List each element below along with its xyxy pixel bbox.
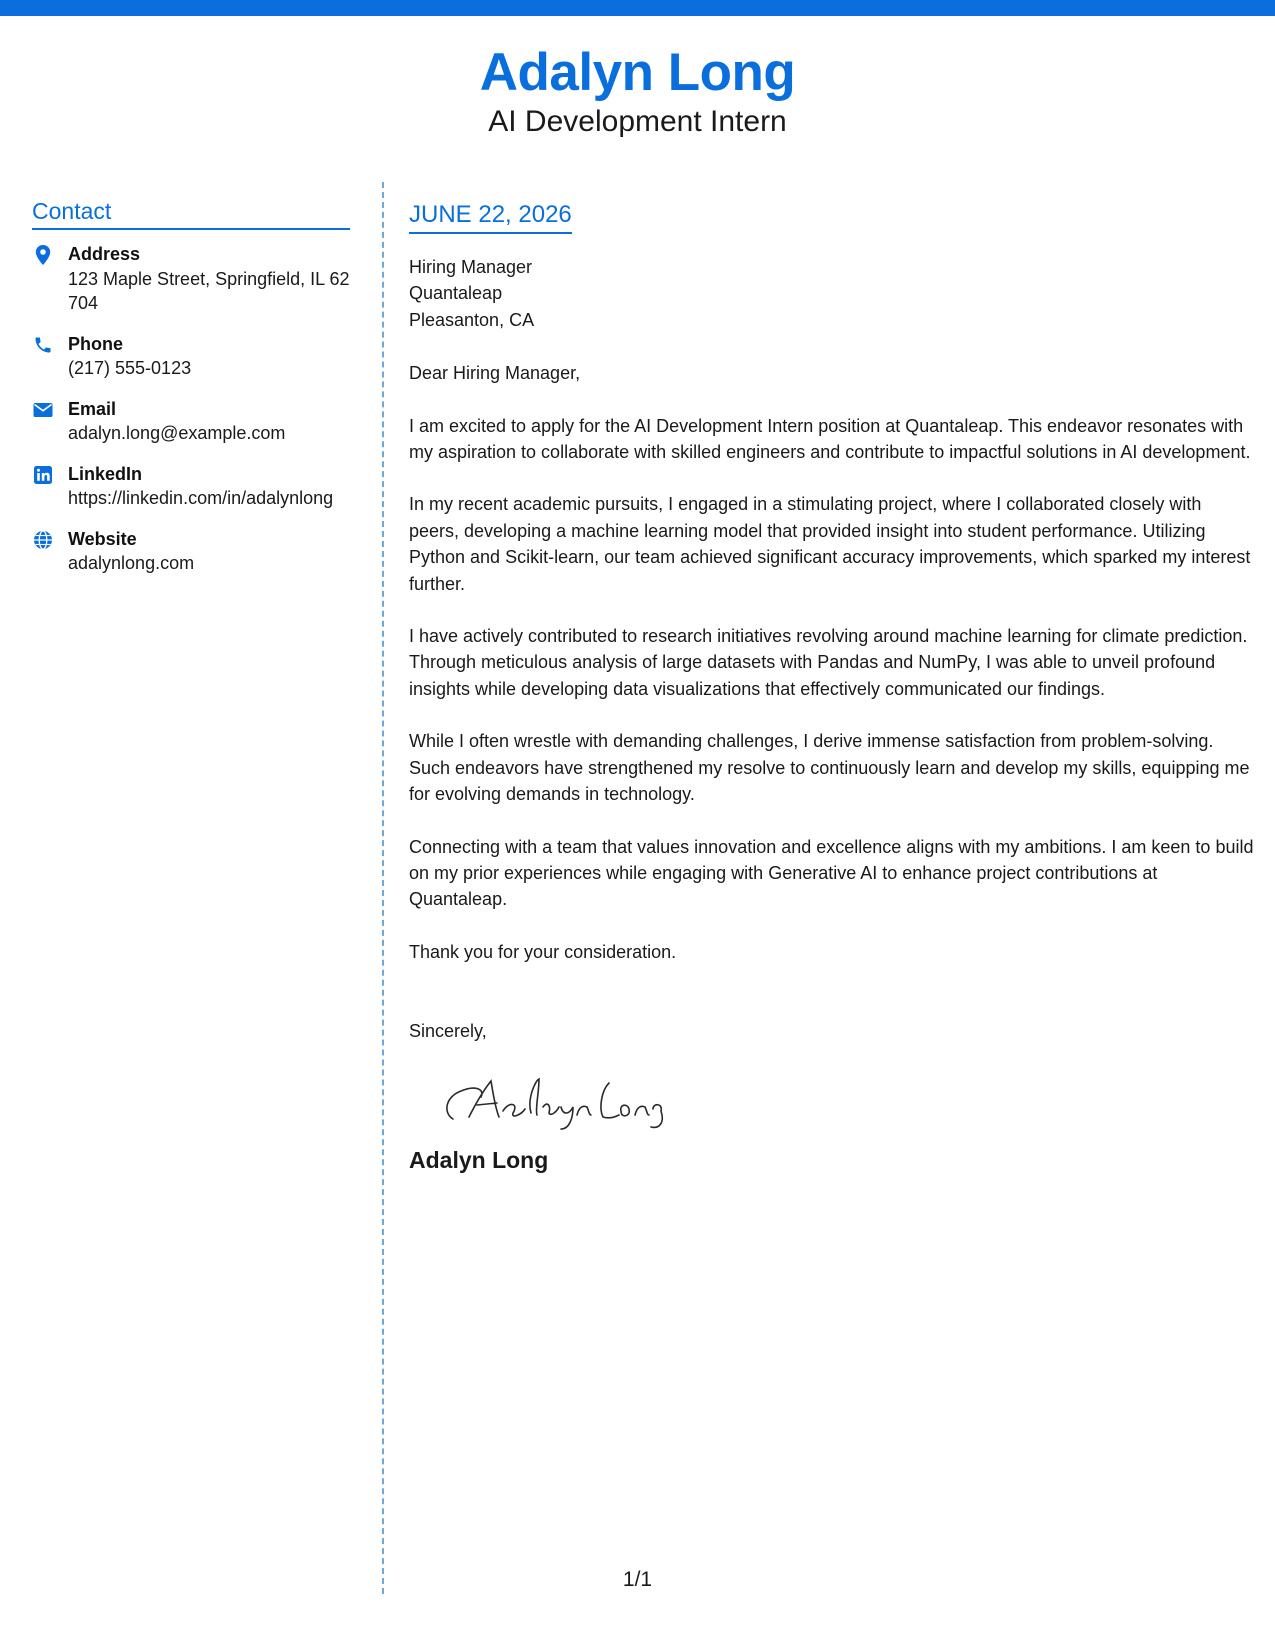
closing: Sincerely, xyxy=(409,1021,487,1042)
letter-date: JUNE 22, 2026 xyxy=(409,198,572,234)
handwritten-signature xyxy=(439,1067,1254,1131)
website-label: Website xyxy=(68,528,137,549)
recipient-line: Pleasanton, CA xyxy=(409,309,535,330)
contact-item-email xyxy=(32,397,350,446)
signed-name: Adalyn Long xyxy=(409,1146,549,1173)
contact-item-website xyxy=(32,527,350,576)
phone-label: Phone xyxy=(68,333,124,354)
letter-paragraph: In my recent academic pursuits, I engaged in a stimulating project, where I collaborated closely with peers, developing a machine learning model that provided insight into student performance. Utilizing Python and Scikit-learn, our team achieved significant accuracy improvements, which sparked my interest further. xyxy=(409,494,1251,594)
letter-paragraph: I am excited to apply for the AI Development Intern position at Quantaleap. This endeavor resonates with my aspiration to collaborate with skilled engineers and contribute to impactful solutions in AI development. xyxy=(409,415,1251,463)
address-label: Address xyxy=(68,244,141,264)
letter-paragraph: I have actively contributed to research initiatives revolving around machine learning for climate prediction. Through meticulous analysis of large datasets with Pandas and NumPy, I was able to unveil profound insights while developing data visualizations that effectively communicated our findings. xyxy=(409,626,1248,699)
recipient-block xyxy=(409,254,1254,333)
contact-list xyxy=(32,242,350,576)
letter-paragraph: While I often wrestle with demanding challenges, I derive immense satisfaction from problem-solving. Such endeavors have strengthened my resolve to continuously learn and develop my skills, equipping me for evolving demands in technology. xyxy=(409,731,1250,805)
contact-heading: Contact xyxy=(32,196,350,230)
letter-paragraph: Thank you for your consideration. xyxy=(409,941,677,962)
linkedin-value[interactable]: https://linkedin.com/in/adalynlong xyxy=(68,488,334,508)
job-title: AI Development Intern xyxy=(488,105,787,138)
linkedin-icon xyxy=(32,464,54,486)
address-value: 123 Maple Street, Springfield, IL 62704 xyxy=(68,268,350,313)
recipient-line: Quantaleap xyxy=(409,283,503,304)
letter-paragraph: Connecting with a team that values innovation and excellence aligns with my ambitions. I am keen to build on my prior experiences while engaging with Generative AI to enhance project contributions at Quantaleap. xyxy=(409,836,1254,910)
applicant-name: Adalyn Long xyxy=(479,43,796,102)
greeting: Dear Hiring Manager, xyxy=(409,363,581,384)
phone-value: (217) 555-0123 xyxy=(68,358,192,378)
contact-item-linkedin xyxy=(32,462,350,511)
contact-item-phone xyxy=(32,332,350,381)
top-accent-bar xyxy=(0,0,1275,16)
header xyxy=(0,40,1275,142)
contact-item-address xyxy=(32,242,350,316)
email-label: Email xyxy=(68,398,117,419)
website-value[interactable]: adalynlong.com xyxy=(68,553,195,573)
letter-body xyxy=(409,198,1254,1175)
phone-icon xyxy=(32,334,54,356)
linkedin-label: LinkedIn xyxy=(68,463,143,484)
email-value[interactable]: adalyn.long@example.com xyxy=(68,423,286,443)
page-number: 1/1 xyxy=(622,1568,653,1591)
recipient-line: Hiring Manager xyxy=(409,257,533,277)
globe-icon xyxy=(32,529,54,551)
location-pin-icon xyxy=(32,244,54,266)
column-divider xyxy=(382,182,384,1594)
contact-sidebar xyxy=(32,196,350,592)
envelope-icon xyxy=(32,399,54,421)
